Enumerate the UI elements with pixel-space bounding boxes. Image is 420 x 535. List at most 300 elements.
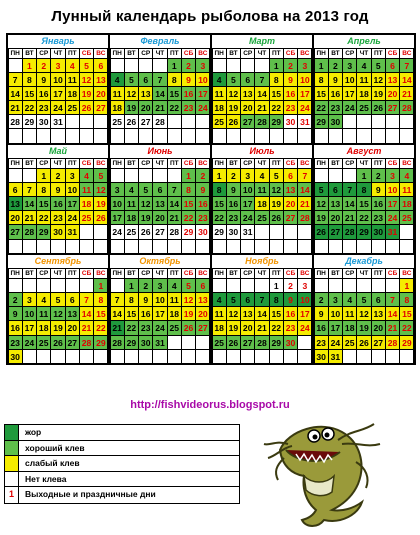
empty-cell (152, 168, 167, 183)
empty-cell (65, 114, 80, 129)
empty-cell (22, 168, 37, 183)
day-cell: 5 (79, 58, 94, 73)
day-cell: 18 (212, 100, 227, 115)
day-cell: 16 (8, 320, 23, 335)
empty-cell (212, 349, 227, 364)
day-cell: 29 (399, 335, 414, 350)
empty-cell (181, 114, 196, 129)
empty-cell (93, 114, 108, 129)
weekday-header: СР (36, 48, 51, 59)
day-cell: 11 (399, 182, 414, 197)
empty-cell (297, 349, 312, 364)
site-url[interactable]: http://fishvideorus.blogspot.ru (130, 399, 290, 411)
day-cell: 3 (342, 58, 357, 73)
empty-cell (138, 168, 153, 183)
day-cell: 16 (283, 306, 298, 321)
day-cell: 8 (167, 72, 182, 87)
empty-cell (110, 239, 125, 254)
weekday-header: ВС (297, 48, 312, 59)
day-cell: 14 (22, 196, 37, 211)
empty-cell (181, 239, 196, 254)
empty-cell (226, 349, 241, 364)
empty-cell (110, 349, 125, 364)
weekday-header: СБ (385, 158, 400, 169)
day-cell: 31 (297, 114, 312, 129)
day-cell: 22 (167, 100, 182, 115)
day-cell: 6 (65, 292, 80, 307)
day-cell: 21 (399, 86, 414, 101)
month-block (211, 254, 313, 364)
empty-cell (79, 278, 94, 293)
day-cell: 6 (240, 292, 255, 307)
day-cell: 21 (254, 320, 269, 335)
weekday-header: ПН (212, 268, 227, 279)
day-cell: 19 (371, 86, 386, 101)
weekday-header: ВТ (226, 268, 241, 279)
day-cell: 26 (181, 320, 196, 335)
day-cell: 15 (356, 196, 371, 211)
day-cell: 11 (124, 196, 139, 211)
empty-cell (226, 278, 241, 293)
weekday-header: ПН (314, 268, 329, 279)
empty-cell (399, 349, 414, 364)
day-cell: 29 (212, 224, 227, 239)
day-cell: 27 (385, 100, 400, 115)
weekday-header: СБ (79, 268, 94, 279)
day-cell: 23 (8, 335, 23, 350)
day-cell: 16 (50, 196, 65, 211)
day-cell: 28 (167, 224, 182, 239)
empty-cell (297, 335, 312, 350)
weekday-header: ВТ (124, 268, 139, 279)
day-cell: 29 (269, 114, 284, 129)
day-cell: 30 (314, 349, 329, 364)
day-cell: 6 (195, 278, 210, 293)
weekday-header: СБ (79, 158, 94, 169)
day-cell: 20 (8, 210, 23, 225)
day-cell: 31 (240, 224, 255, 239)
legend-label: хороший клев (25, 442, 85, 453)
empty-cell (124, 239, 139, 254)
empty-cell (226, 58, 241, 73)
day-cell: 26 (314, 224, 329, 239)
day-cell: 17 (50, 86, 65, 101)
day-cell: 25 (36, 335, 51, 350)
day-cell: 1 (36, 168, 51, 183)
empty-cell (399, 239, 414, 254)
day-cell: 4 (65, 58, 80, 73)
day-cell: 30 (138, 335, 153, 350)
day-cell: 20 (138, 100, 153, 115)
empty-cell (342, 114, 357, 129)
day-cell: 27 (283, 210, 298, 225)
day-cell: 12 (314, 196, 329, 211)
day-cell: 9 (283, 292, 298, 307)
day-cell: 1 (93, 278, 108, 293)
day-cell: 27 (371, 335, 386, 350)
weekday-header: ЧТ (152, 48, 167, 59)
day-cell: 9 (138, 292, 153, 307)
empty-cell (167, 239, 182, 254)
day-cell: 28 (254, 335, 269, 350)
weekday-header: ПН (110, 48, 125, 59)
empty-cell (167, 335, 182, 350)
empty-cell (356, 239, 371, 254)
day-cell: 27 (65, 335, 80, 350)
day-cell: 25 (399, 210, 414, 225)
weekday-header: ВТ (22, 268, 37, 279)
day-cell: 17 (110, 210, 125, 225)
empty-cell (269, 239, 284, 254)
day-cell: 16 (328, 86, 343, 101)
day-cell: 7 (167, 182, 182, 197)
day-cell: 19 (93, 196, 108, 211)
day-cell: 18 (356, 86, 371, 101)
day-cell: 29 (36, 224, 51, 239)
day-cell: 24 (240, 210, 255, 225)
day-cell: 20 (152, 210, 167, 225)
day-cell: 11 (167, 292, 182, 307)
day-cell: 16 (138, 306, 153, 321)
empty-cell (212, 239, 227, 254)
day-cell: 30 (371, 224, 386, 239)
day-cell: 2 (226, 168, 241, 183)
day-cell: 8 (314, 72, 329, 87)
day-cell: 7 (399, 58, 414, 73)
day-cell: 7 (342, 182, 357, 197)
day-cell: 4 (212, 72, 227, 87)
day-cell: 11 (212, 306, 227, 321)
day-cell: 19 (50, 320, 65, 335)
day-cell: 7 (254, 72, 269, 87)
day-cell: 18 (254, 196, 269, 211)
weekday-header: ЧТ (254, 268, 269, 279)
page-title: Лунный календарь рыболова на 2013 год (51, 8, 369, 25)
weekday-header: ВС (399, 48, 414, 59)
day-cell: 4 (79, 168, 94, 183)
day-cell: 30 (283, 335, 298, 350)
day-cell: 12 (269, 182, 284, 197)
day-cell: 22 (93, 320, 108, 335)
day-cell: 16 (226, 196, 241, 211)
empty-cell (371, 349, 386, 364)
day-cell: 23 (181, 100, 196, 115)
day-cell: 7 (385, 292, 400, 307)
legend-row (5, 456, 239, 472)
empty-cell (93, 224, 108, 239)
weekday-header: ЧТ (356, 268, 371, 279)
day-cell: 28 (110, 335, 125, 350)
empty-cell (385, 239, 400, 254)
day-cell: 17 (240, 196, 255, 211)
empty-cell (138, 349, 153, 364)
day-cell: 2 (195, 168, 210, 183)
day-cell: 14 (342, 196, 357, 211)
empty-cell (79, 114, 94, 129)
empty-cell (8, 278, 23, 293)
day-cell: 9 (36, 72, 51, 87)
day-cell: 24 (22, 335, 37, 350)
empty-cell (167, 114, 182, 129)
day-cell: 3 (297, 278, 312, 293)
day-cell: 12 (93, 182, 108, 197)
day-cell: 9 (371, 182, 386, 197)
weekday-header: ПТ (167, 48, 182, 59)
day-cell: 22 (212, 210, 227, 225)
empty-cell (110, 278, 125, 293)
day-cell: 14 (152, 86, 167, 101)
day-cell: 20 (240, 100, 255, 115)
weekday-header: СБ (283, 48, 298, 59)
day-cell: 26 (269, 210, 284, 225)
day-cell: 25 (167, 320, 182, 335)
day-cell: 23 (371, 210, 386, 225)
day-cell: 7 (22, 182, 37, 197)
empty-cell (124, 168, 139, 183)
empty-cell (226, 239, 241, 254)
day-cell: 9 (181, 72, 196, 87)
day-cell: 31 (385, 224, 400, 239)
legend-swatch (5, 472, 19, 487)
day-cell: 5 (314, 182, 329, 197)
day-cell: 6 (385, 58, 400, 73)
day-cell: 7 (297, 168, 312, 183)
empty-cell (226, 128, 241, 143)
day-cell: 18 (212, 320, 227, 335)
day-cell: 8 (212, 182, 227, 197)
day-cell: 19 (79, 86, 94, 101)
empty-cell (124, 58, 139, 73)
legend-swatch (5, 456, 19, 471)
empty-cell (371, 114, 386, 129)
empty-cell (240, 349, 255, 364)
day-cell: 26 (226, 114, 241, 129)
day-cell: 6 (152, 182, 167, 197)
month-title: Август (346, 146, 382, 157)
day-cell: 18 (167, 306, 182, 321)
empty-cell (167, 349, 182, 364)
day-cell: 8 (269, 72, 284, 87)
day-cell: 25 (254, 210, 269, 225)
month-block (7, 144, 109, 254)
day-cell: 11 (36, 306, 51, 321)
day-cell: 2 (181, 58, 196, 73)
weekday-header: ПН (8, 268, 23, 279)
day-cell: 13 (65, 306, 80, 321)
day-cell: 29 (124, 335, 139, 350)
day-cell: 8 (22, 72, 37, 87)
weekday-header: СБ (79, 48, 94, 59)
day-cell: 3 (50, 58, 65, 73)
weekday-header: ПТ (65, 48, 80, 59)
empty-cell (195, 349, 210, 364)
day-cell: 24 (65, 210, 80, 225)
month-block (313, 34, 415, 144)
empty-cell (152, 239, 167, 254)
month-title: Январь (41, 36, 75, 46)
empty-cell (181, 128, 196, 143)
day-cell: 24 (342, 100, 357, 115)
day-cell: 3 (385, 168, 400, 183)
empty-cell (50, 349, 65, 364)
weekday-header: ЧТ (50, 158, 65, 169)
weekday-header: ВТ (124, 158, 139, 169)
day-cell: 25 (212, 335, 227, 350)
day-cell: 31 (152, 335, 167, 350)
month-title: Март (248, 36, 276, 46)
day-cell: 18 (124, 210, 139, 225)
empty-cell (36, 278, 51, 293)
day-cell: 19 (356, 320, 371, 335)
day-cell: 13 (283, 182, 298, 197)
day-cell: 17 (22, 320, 37, 335)
day-cell: 13 (385, 72, 400, 87)
day-cell: 20 (371, 320, 386, 335)
empty-cell (399, 114, 414, 129)
weekday-header: ВТ (328, 158, 343, 169)
day-cell: 28 (385, 335, 400, 350)
day-cell: 9 (314, 306, 329, 321)
empty-cell (356, 349, 371, 364)
weekday-header: ВС (93, 48, 108, 59)
day-cell: 19 (226, 100, 241, 115)
weekday-header: СР (36, 158, 51, 169)
legend-label: Нет клева (25, 473, 67, 484)
day-cell: 13 (195, 292, 210, 307)
weekday-header: СБ (283, 268, 298, 279)
day-cell: 18 (110, 100, 125, 115)
empty-cell (79, 239, 94, 254)
empty-cell (8, 58, 23, 73)
empty-cell (254, 224, 269, 239)
day-cell: 3 (65, 168, 80, 183)
day-cell: 2 (328, 58, 343, 73)
day-cell: 10 (342, 72, 357, 87)
empty-cell (283, 128, 298, 143)
weekday-header: СБ (181, 158, 196, 169)
month-block (313, 144, 415, 254)
empty-cell (8, 128, 23, 143)
empty-cell (181, 335, 196, 350)
empty-cell (195, 128, 210, 143)
day-cell: 7 (254, 292, 269, 307)
empty-cell (65, 239, 80, 254)
month-title: Октябрь (139, 256, 181, 267)
empty-cell (65, 349, 80, 364)
empty-cell (22, 278, 37, 293)
weekday-header: ПТ (269, 48, 284, 59)
day-cell: 26 (124, 114, 139, 129)
empty-cell (371, 239, 386, 254)
weekday-header: ПН (212, 158, 227, 169)
weekday-header: СР (240, 268, 255, 279)
empty-cell (152, 349, 167, 364)
day-cell: 1 (314, 58, 329, 73)
day-cell: 22 (269, 320, 284, 335)
day-cell: 1 (181, 168, 196, 183)
day-cell: 19 (269, 196, 284, 211)
weekday-header: ВТ (328, 48, 343, 59)
day-cell: 10 (65, 182, 80, 197)
weekday-header: ПН (8, 48, 23, 59)
day-cell: 1 (22, 58, 37, 73)
empty-cell (50, 128, 65, 143)
day-cell: 13 (8, 196, 23, 211)
weekday-header: ВТ (124, 48, 139, 59)
empty-cell (342, 128, 357, 143)
day-cell: 14 (399, 72, 414, 87)
day-cell: 12 (226, 306, 241, 321)
weekday-header: ПН (110, 158, 125, 169)
empty-cell (79, 349, 94, 364)
weekday-header: СР (138, 48, 153, 59)
legend (4, 424, 240, 504)
day-cell: 15 (36, 196, 51, 211)
weekday-header: СР (342, 48, 357, 59)
day-cell: 15 (124, 306, 139, 321)
day-cell: 28 (79, 335, 94, 350)
day-cell: 2 (283, 278, 298, 293)
empty-cell (212, 58, 227, 73)
weekday-header: ВС (399, 158, 414, 169)
day-cell: 26 (93, 210, 108, 225)
empty-cell (342, 239, 357, 254)
empty-cell (195, 335, 210, 350)
day-cell: 23 (138, 320, 153, 335)
day-cell: 6 (283, 168, 298, 183)
day-cell: 5 (226, 292, 241, 307)
weekday-header: СР (240, 48, 255, 59)
day-cell: 16 (283, 86, 298, 101)
day-cell: 8 (36, 182, 51, 197)
day-cell: 22 (36, 210, 51, 225)
weekday-header: ПТ (65, 158, 80, 169)
day-cell: 9 (283, 72, 298, 87)
month-title: Апрель (347, 36, 381, 46)
day-cell: 17 (297, 86, 312, 101)
month-block (313, 254, 415, 364)
day-cell: 9 (226, 182, 241, 197)
day-cell: 12 (50, 306, 65, 321)
day-cell: 6 (8, 182, 23, 197)
day-cell: 27 (93, 100, 108, 115)
day-cell: 27 (240, 335, 255, 350)
day-cell: 22 (181, 210, 196, 225)
empty-cell (36, 128, 51, 143)
legend-swatch: 1 (5, 487, 19, 503)
day-cell: 23 (283, 100, 298, 115)
weekday-header: ПН (314, 158, 329, 169)
day-cell: 10 (50, 72, 65, 87)
empty-cell (240, 58, 255, 73)
empty-cell (269, 224, 284, 239)
day-cell: 18 (36, 320, 51, 335)
day-cell: 25 (65, 100, 80, 115)
day-cell: 9 (328, 72, 343, 87)
day-cell: 26 (356, 335, 371, 350)
month-block (109, 34, 211, 144)
empty-cell (269, 349, 284, 364)
weekday-header: СР (138, 158, 153, 169)
day-cell: 11 (79, 182, 94, 197)
day-cell: 14 (297, 182, 312, 197)
day-cell: 26 (371, 100, 386, 115)
day-cell: 25 (79, 210, 94, 225)
day-cell: 25 (356, 100, 371, 115)
month-block (211, 34, 313, 144)
day-cell: 6 (138, 72, 153, 87)
empty-cell (254, 128, 269, 143)
